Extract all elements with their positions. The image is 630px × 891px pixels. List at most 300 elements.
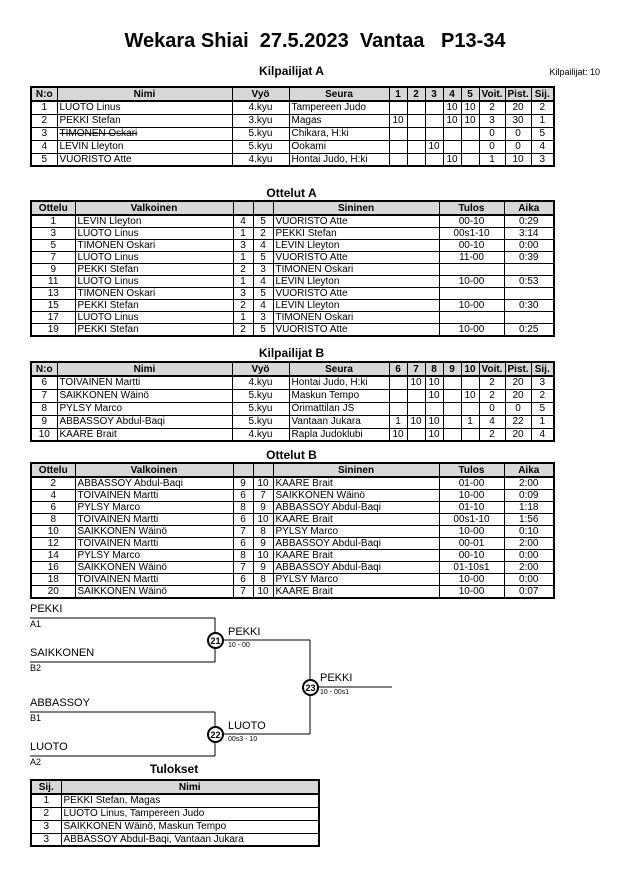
- table-cell: 0:10: [504, 526, 554, 538]
- table-cell: TOIVAINEN Martti: [75, 574, 233, 586]
- table-cell: LEVIN Lleyton: [75, 215, 233, 228]
- column-header: 6: [389, 362, 407, 376]
- table-cell: 20: [31, 586, 75, 599]
- table-cell: 12: [31, 538, 75, 550]
- table-cell: Vantaan Jukara: [289, 415, 389, 428]
- table-cell: 2: [479, 389, 505, 402]
- match-score: 00s3 - 10: [228, 736, 258, 743]
- table-cell: 0: [505, 127, 531, 140]
- table-row: [31, 153, 554, 166]
- table-cell: 0:07: [504, 586, 554, 599]
- table-row: [31, 833, 319, 846]
- section-title-tulokset: Tulokset: [149, 762, 199, 776]
- table-cell: 10: [253, 514, 273, 526]
- table-cell: 2: [31, 807, 61, 820]
- table-cell: 9: [31, 415, 57, 428]
- table-cell: 0: [479, 127, 505, 140]
- table-row: [31, 288, 554, 300]
- table-cell: 6: [31, 376, 57, 389]
- table-cell: Ookami: [289, 140, 389, 153]
- column-header: Valkoinen: [75, 201, 233, 215]
- table-cell: 4.kyu: [232, 101, 289, 114]
- table-cell: 3:14: [504, 228, 554, 240]
- table-cell: 3: [31, 127, 57, 140]
- table-header: [31, 87, 554, 101]
- table-header: [31, 463, 554, 477]
- table-cell: 3: [531, 153, 554, 166]
- table-cell: LEVIN Lleyton: [273, 240, 439, 252]
- match-number-badge: 22: [207, 726, 224, 743]
- column-header: Tulos: [439, 463, 504, 477]
- table-cell: PYLSY Marco: [273, 574, 439, 586]
- column-header: 7: [407, 362, 425, 376]
- table-row: [31, 807, 319, 820]
- column-header: 8: [425, 362, 443, 376]
- table-header: [31, 780, 319, 794]
- table-cell: 10-00: [439, 300, 504, 312]
- table-cell: 1: [233, 312, 253, 324]
- table-cell: 2: [531, 389, 554, 402]
- table-cell: 01-10: [439, 502, 504, 514]
- table-cell: [504, 288, 554, 300]
- table-cell: Chikara, H:ki: [289, 127, 389, 140]
- table-cell: 18: [31, 574, 75, 586]
- table-cell: TIMONEN Oskari: [75, 288, 233, 300]
- table-cell: LEVIN Lleyton: [273, 300, 439, 312]
- table-cell: TIMONEN Oskari: [75, 240, 233, 252]
- table-cell: 00-10: [439, 550, 504, 562]
- results-table: [30, 779, 320, 847]
- bracket-slot-seed: A2: [30, 757, 42, 767]
- table-cell: 10: [425, 376, 443, 389]
- table-cell: [389, 376, 407, 389]
- table-row: [31, 101, 554, 114]
- table-cell: 01-00: [439, 477, 504, 490]
- table-cell: 2: [479, 376, 505, 389]
- table-cell: 5.kyu: [232, 389, 289, 402]
- table-cell: 20: [505, 389, 531, 402]
- table-cell: VUORISTO Atte: [273, 324, 439, 337]
- table-cell: LUOTO Linus: [75, 276, 233, 288]
- table-cell: [407, 389, 425, 402]
- column-header: Sij.: [531, 87, 554, 101]
- table-cell: SAIKKONEN Wäinö: [75, 586, 233, 599]
- table-cell: 5.kyu: [232, 415, 289, 428]
- table-cell: [461, 140, 479, 153]
- table-cell: 8: [253, 526, 273, 538]
- table-cell: ABBASSOY Abdul-Baqi: [273, 538, 439, 550]
- table-cell: 1: [479, 153, 505, 166]
- table-cell: Rapla Judoklubi: [289, 428, 389, 441]
- table-row: [31, 415, 554, 428]
- table-row: [31, 574, 554, 586]
- table-cell: [389, 101, 407, 114]
- table-cell: 4: [253, 300, 273, 312]
- table-cell: 1: [531, 114, 554, 127]
- table-cell: 1: [31, 215, 75, 228]
- table-cell: [389, 389, 407, 402]
- table-cell: 7: [233, 526, 253, 538]
- table-cell: 5: [253, 252, 273, 264]
- table-cell: 2:00: [504, 477, 554, 490]
- table-cell: 8: [253, 574, 273, 586]
- column-header: [253, 201, 273, 215]
- table-cell: 10: [443, 101, 461, 114]
- table-cell: [443, 376, 461, 389]
- match-winner-name: PEKKI: [228, 626, 261, 638]
- table-cell: 10: [443, 153, 461, 166]
- table-row: [31, 490, 554, 502]
- table-row: [31, 586, 554, 599]
- table-row: [31, 114, 554, 127]
- table-cell: KAARE Brait: [273, 514, 439, 526]
- table-cell: 11-00: [439, 252, 504, 264]
- table-cell: 10: [461, 101, 479, 114]
- table-cell: 3: [31, 228, 75, 240]
- table-cell: [389, 127, 407, 140]
- table-cell: 0:30: [504, 300, 554, 312]
- table-cell: 1:18: [504, 502, 554, 514]
- column-header: [253, 463, 273, 477]
- column-header: Seura: [289, 87, 389, 101]
- table-cell: [439, 312, 504, 324]
- table-row: [31, 264, 554, 276]
- table-cell: 10: [31, 428, 57, 441]
- table-cell: [389, 140, 407, 153]
- column-header: Ottelu: [31, 201, 75, 215]
- table-cell: 3: [479, 114, 505, 127]
- table-cell: 20: [505, 376, 531, 389]
- table-cell: PYLSY Marco: [75, 502, 233, 514]
- column-header: Tulos: [439, 201, 504, 215]
- table-cell: 30: [505, 114, 531, 127]
- table-cell: 9: [253, 562, 273, 574]
- table-cell: [504, 264, 554, 276]
- table-body: [31, 215, 554, 336]
- table-cell: 7: [233, 586, 253, 599]
- column-header: Vyö: [232, 362, 289, 376]
- table-cell: 3: [253, 264, 273, 276]
- table-cell: 4: [233, 215, 253, 228]
- table-cell: 2: [531, 101, 554, 114]
- table-row: [31, 252, 554, 264]
- table-body: [31, 477, 554, 598]
- table-cell: 0: [479, 402, 505, 415]
- table-cell: 0:09: [504, 490, 554, 502]
- table-cell: 10: [505, 153, 531, 166]
- table-cell: KAARE Brait: [273, 477, 439, 490]
- column-header: Sij.: [31, 780, 61, 794]
- table-cell: [407, 402, 425, 415]
- table-row: [31, 324, 554, 337]
- table-cell: TOIVAINEN Martti: [75, 514, 233, 526]
- table-cell: Orimattilan JS: [289, 402, 389, 415]
- table-cell: 4: [531, 140, 554, 153]
- table-cell: 10-00: [439, 490, 504, 502]
- table-cell: LUOTO Linus: [75, 252, 233, 264]
- table-cell: [425, 114, 443, 127]
- table-cell: 4: [31, 140, 57, 153]
- table-cell: LUOTO Linus: [57, 101, 232, 114]
- table-cell: Hontai Judo, H:ki: [289, 376, 389, 389]
- competitors-a-table: [30, 86, 555, 167]
- table-cell: [439, 288, 504, 300]
- table-cell: 5.kyu: [232, 402, 289, 415]
- table-cell: 3: [233, 288, 253, 300]
- table-cell: 4: [31, 490, 75, 502]
- table-cell: 8: [31, 402, 57, 415]
- table-cell: 1: [31, 101, 57, 114]
- table-cell: [443, 127, 461, 140]
- table-cell: KAARE Brait: [57, 428, 232, 441]
- table-body: [31, 376, 554, 441]
- table-cell: 00-10: [439, 240, 504, 252]
- column-header: Pist.: [505, 362, 531, 376]
- table-cell: [439, 264, 504, 276]
- table-cell: [389, 153, 407, 166]
- table-cell: 1: [389, 415, 407, 428]
- table-cell: ABBASSOY Abdul-Baqi: [273, 502, 439, 514]
- column-header: 4: [443, 87, 461, 101]
- table-cell: 2: [233, 300, 253, 312]
- table-cell: [425, 153, 443, 166]
- matches-a-table: [30, 200, 555, 337]
- table-cell: 10: [407, 415, 425, 428]
- column-header: 1: [389, 87, 407, 101]
- table-cell: 5: [531, 127, 554, 140]
- table-header: [31, 362, 554, 376]
- table-cell: SAIKKONEN Wäinö: [75, 526, 233, 538]
- table-cell: [425, 101, 443, 114]
- table-cell: PYLSY Marco: [273, 526, 439, 538]
- table-cell: 2: [31, 114, 57, 127]
- table-cell: [504, 312, 554, 324]
- table-cell: 10: [425, 389, 443, 402]
- table-cell: VUORISTO Atte: [273, 215, 439, 228]
- table-cell: 5: [253, 324, 273, 337]
- match-number-badge: 21: [207, 632, 224, 649]
- table-row: [31, 376, 554, 389]
- table-cell: PYLSY Marco: [75, 550, 233, 562]
- table-cell: 0:25: [504, 324, 554, 337]
- table-cell: [407, 140, 425, 153]
- table-cell: 3: [31, 820, 61, 833]
- bracket-slot-name: LUOTO: [30, 741, 68, 753]
- table-cell: [389, 402, 407, 415]
- table-cell: 00-10: [439, 215, 504, 228]
- table-cell: 10: [461, 389, 479, 402]
- bracket-slot-seed: B2: [30, 663, 42, 673]
- table-cell: 3: [233, 240, 253, 252]
- table-row: [31, 562, 554, 574]
- table-cell: 0:39: [504, 252, 554, 264]
- column-header: Nimi: [57, 87, 232, 101]
- table-row: [31, 127, 554, 140]
- table-cell: 5: [253, 288, 273, 300]
- table-cell: KAARE Brait: [273, 550, 439, 562]
- table-cell: TOIVAINEN Martti: [75, 490, 233, 502]
- table-cell: 5.kyu: [232, 127, 289, 140]
- table-cell: 2: [479, 428, 505, 441]
- table-cell: 10: [407, 376, 425, 389]
- table-cell: 2: [479, 101, 505, 114]
- table-cell: 4: [253, 276, 273, 288]
- table-cell: 10-00: [439, 586, 504, 599]
- table-cell: [425, 127, 443, 140]
- table-cell: 15: [31, 300, 75, 312]
- column-header: Vyö: [232, 87, 289, 101]
- table-cell: 20: [505, 101, 531, 114]
- table-cell: SAIKKONEN Wäinö, Maskun Tempo: [61, 820, 319, 833]
- table-cell: 7: [233, 562, 253, 574]
- table-cell: 9: [253, 538, 273, 550]
- match-number-badge: 23: [302, 679, 319, 696]
- column-header: Sininen: [273, 201, 439, 215]
- column-header: [233, 201, 253, 215]
- table-cell: KAARE Brait: [273, 586, 439, 599]
- table-cell: 10: [443, 114, 461, 127]
- table-row: [31, 300, 554, 312]
- table-cell: PEKKI Stefan: [75, 324, 233, 337]
- table-header: [31, 201, 554, 215]
- table-cell: 0: [505, 402, 531, 415]
- table-cell: 1: [531, 415, 554, 428]
- table-cell: PEKKI Stefan: [75, 300, 233, 312]
- table-cell: 9: [31, 264, 75, 276]
- table-cell: 10: [31, 526, 75, 538]
- table-cell: 0: [505, 140, 531, 153]
- table-cell: 6: [233, 490, 253, 502]
- table-cell: 0:53: [504, 276, 554, 288]
- table-cell: 10: [253, 550, 273, 562]
- page-title: Wekara Shiai 27.5.2023 Vantaa P13-34: [124, 30, 506, 52]
- column-header: [233, 463, 253, 477]
- column-header: Pist.: [505, 87, 531, 101]
- table-cell: 1: [233, 228, 253, 240]
- table-cell: 13: [31, 288, 75, 300]
- table-cell: 6: [233, 514, 253, 526]
- table-cell: 9: [233, 477, 253, 490]
- table-cell: PEKKI Stefan, Magas: [61, 794, 319, 807]
- table-cell: VUORISTO Atte: [57, 153, 232, 166]
- table-cell: LUOTO Linus: [75, 228, 233, 240]
- table-cell: LUOTO Linus: [75, 312, 233, 324]
- table-cell: LEVIN Lleyton: [273, 276, 439, 288]
- column-header: Sininen: [273, 463, 439, 477]
- table-cell: 10: [425, 415, 443, 428]
- table-cell: 00-01: [439, 538, 504, 550]
- table-cell: VUORISTO Atte: [273, 252, 439, 264]
- table-cell: ABBASSOY Abdul-Baqi: [57, 415, 232, 428]
- section-title-kilpailijat-b: Kilpailijat B: [258, 346, 325, 360]
- column-header: Aika: [504, 463, 554, 477]
- column-header: Sij.: [531, 362, 554, 376]
- header-row: [31, 201, 554, 215]
- column-header: 10: [461, 362, 479, 376]
- table-cell: 4: [479, 415, 505, 428]
- table-cell: 7: [31, 389, 57, 402]
- table-cell: VUORISTO Atte: [273, 288, 439, 300]
- column-header: Voit.: [479, 362, 505, 376]
- table-cell: 6: [233, 574, 253, 586]
- table-cell: TIMONEN Oskari: [273, 264, 439, 276]
- table-cell: 1: [233, 252, 253, 264]
- table-cell: 00s1-10: [439, 514, 504, 526]
- table-cell: 5: [31, 240, 75, 252]
- header-row: [31, 87, 554, 101]
- column-header: 2: [407, 87, 425, 101]
- match-winner-name: LUOTO: [228, 720, 266, 732]
- column-header: Aika: [504, 201, 554, 215]
- header-row: [31, 463, 554, 477]
- table-row: [31, 514, 554, 526]
- table-cell: PEKKI Stefan: [57, 114, 232, 127]
- competitors-b-table: [30, 361, 555, 442]
- table-cell: [443, 140, 461, 153]
- table-cell: 0:29: [504, 215, 554, 228]
- table-cell: TOIVAINEN Martti: [57, 376, 232, 389]
- table-cell: [461, 402, 479, 415]
- column-header: 5: [461, 87, 479, 101]
- table-cell: SAIKKONEN Wäinö: [75, 562, 233, 574]
- table-cell: [461, 428, 479, 441]
- matches-b-table: [30, 462, 555, 599]
- table-cell: 10-00: [439, 276, 504, 288]
- table-row: [31, 312, 554, 324]
- table-cell: [425, 402, 443, 415]
- column-header: 9: [443, 362, 461, 376]
- table-cell: 8: [31, 514, 75, 526]
- match-score: 10 - 00s1: [320, 689, 350, 696]
- table-row: [31, 526, 554, 538]
- table-cell: 2:00: [504, 538, 554, 550]
- table-cell: 4.kyu: [232, 376, 289, 389]
- bracket-slot-name: SAIKKONEN: [30, 647, 95, 659]
- competitors-count: Kilpailijat: 10: [549, 67, 600, 77]
- table-cell: 3: [31, 833, 61, 846]
- table-cell: LUOTO Linus, Tampereen Judo: [61, 807, 319, 820]
- table-cell: 10: [253, 477, 273, 490]
- table-cell: [407, 153, 425, 166]
- table-cell: [443, 389, 461, 402]
- bracket-slot-seed: B1: [30, 713, 42, 723]
- table-cell: 3: [531, 376, 554, 389]
- section-title-kilpailijat-a: Kilpailijat A: [259, 64, 324, 78]
- match-winner-name: PEKKI: [320, 672, 353, 684]
- table-cell: [461, 376, 479, 389]
- bracket-slot-seed: A1: [30, 619, 42, 629]
- table-cell: 5: [253, 215, 273, 228]
- table-cell: Magas: [289, 114, 389, 127]
- bracket-slot-name: ABBASSOY: [30, 697, 90, 709]
- table-cell: 10: [389, 114, 407, 127]
- table-cell: 4: [253, 240, 273, 252]
- table-cell: 4: [531, 428, 554, 441]
- column-header: Ottelu: [31, 463, 75, 477]
- table-cell: 22: [505, 415, 531, 428]
- section-title-ottelut-a: Ottelut A: [266, 186, 317, 200]
- table-cell: 1: [31, 794, 61, 807]
- table-cell: 10-00: [439, 526, 504, 538]
- section-title-ottelut-b: Ottelut B: [266, 448, 317, 462]
- table-cell: 8: [233, 550, 253, 562]
- table-cell: 3.kyu: [232, 114, 289, 127]
- table-cell: 0:00: [504, 550, 554, 562]
- table-cell: [443, 415, 461, 428]
- table-cell: 6: [233, 538, 253, 550]
- table-row: [31, 215, 554, 228]
- column-header: Nimi: [61, 780, 319, 794]
